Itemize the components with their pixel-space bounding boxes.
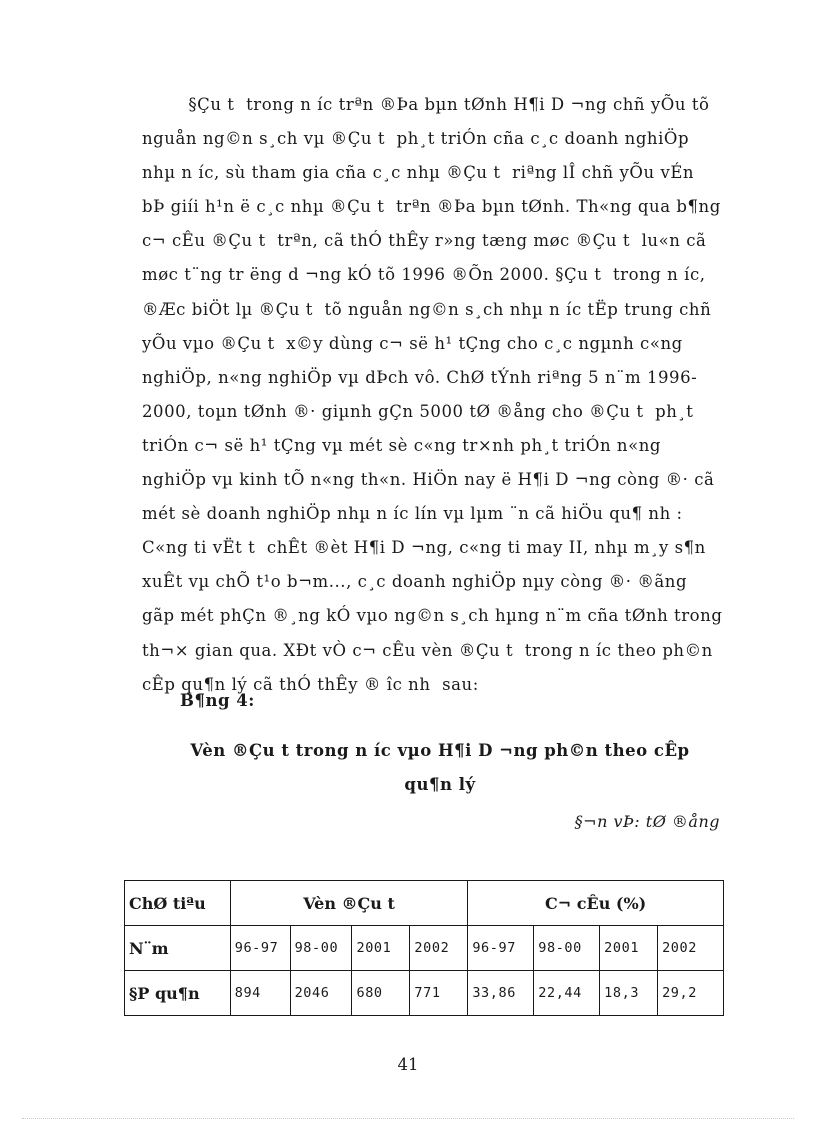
paragraph-line: nghiÖp, n«ng nghiÖp vµ dÞch vô. ChØ tÝnh riªng 5 n¨m 1996- <box>142 367 698 387</box>
paragraph-line: th¬× gian qua. XÐt vÒ c¬ cÊu vèn ®Çu t trong n íc theo ph©n <box>142 640 713 660</box>
paragraph-line: xuÊt vµ chÕ t¹o b¬m..., c¸c doanh nghiÖp nµy còng ®· ®ãng <box>142 572 688 592</box>
paragraph-line: nguån ng©n s¸ch vµ ®Çu t ph¸t triÓn cña c¸c doanh nghiÖp <box>142 129 690 149</box>
table-header-row <box>125 881 724 926</box>
paragraph-line: gãp mét phÇn ®¸ng kÓ vµo ng©n s¸ch hµng n¨m cña tØnh trong <box>142 606 723 626</box>
paragraph-line: nhµ n íc, sù tham gia cña c¸c nhµ ®Çu t riªng lÎ chñ yÕu vÉn <box>142 163 695 183</box>
value-cell: 771 <box>410 971 468 1016</box>
paragraph-line: triÓn c¬ së h¹ tÇng vµ mét sè c«ng tr×nh ph¸t triÓn n«ng <box>142 435 662 455</box>
year-cell: 2002 <box>658 926 724 971</box>
paragraph-line: c¬ cÊu ®Çu t trªn, cã thÓ thÊy r»ng tæng møc ®Çu t lu«n cã <box>142 231 707 251</box>
year-cell: 2001 <box>352 926 410 971</box>
group-header-capital: Vèn ®Çu t <box>230 881 468 926</box>
paragraph-line: møc t¨ng tr ëng d ¬ng kÓ tõ 1996 ®Õn 2000. §Çu t trong n íc, <box>142 265 706 285</box>
value-cell: 680 <box>352 971 410 1016</box>
row-header-cell: N¨m <box>125 926 231 971</box>
table-title-line: Vèn ®Çu t trong n íc vµo H¶i D ¬ng ph©n theo cÊp <box>190 741 690 760</box>
year-cell: 2002 <box>410 926 468 971</box>
value-cell: 2046 <box>290 971 352 1016</box>
page-number: 41 <box>397 1055 419 1074</box>
value-cell: 22,44 <box>534 971 600 1016</box>
value-cell: 33,86 <box>468 971 534 1016</box>
row-header-cell: ChØ tiªu <box>125 881 231 926</box>
year-cell: 98-00 <box>534 926 600 971</box>
table-title-line: qu¶n lý <box>404 775 476 794</box>
table-row <box>125 971 724 1016</box>
year-cell: 96-97 <box>468 926 534 971</box>
paragraph-line: nghiÖp vµ kinh tÕ n«ng th«n. HiÖn nay ë H¶i D ¬ng còng ®· cã <box>142 470 715 490</box>
paragraph-line: C«ng ti vËt t chÊt ®èt H¶i D ¬ng, c«ng ti may II, nhµ m¸y s¶n <box>142 538 706 558</box>
value-cell: 894 <box>230 971 290 1016</box>
year-cell: 96-97 <box>230 926 290 971</box>
year-cell: 98-00 <box>290 926 352 971</box>
paragraph-line: cÊp qu¶n lý cã thÓ thÊy ® îc nh sau: <box>142 674 479 694</box>
paragraph-line: 2000, toµn tØnh ®· giµnh gÇn 5000 tØ ®ång cho ®Çu t ph¸t <box>142 401 694 421</box>
value-cell: 29,2 <box>658 971 724 1016</box>
table-caption: B¶ng 4: <box>180 691 255 710</box>
body-paragraph <box>142 88 722 702</box>
page-bottom-divider <box>22 1118 794 1119</box>
paragraph-line: yÕu vµo ®Çu t x©y dùng c¬ së h¹ tÇng cho c¸c ngµnh c«ng <box>142 333 683 353</box>
year-cell: 2001 <box>600 926 658 971</box>
unit-note: §¬n vÞ: tØ ®ång <box>574 812 720 831</box>
paragraph-line: bÞ giíi h¹n ë c¸c nhµ ®Çu t trªn ®Þa bµn tØnh. Th«ng qua b¶ng <box>142 197 721 217</box>
paragraph-line: mét sè doanh nghiÖp nhµ n íc lín vµ lµm ¨n cã hiÖu qu¶ nh : <box>142 504 683 524</box>
row-label-cell: §P qu¶n <box>125 971 231 1016</box>
group-header-structure: C¬ cÊu (%) <box>468 881 724 926</box>
table-title <box>150 734 730 802</box>
paragraph-line: §Çu t trong n íc trªn ®Þa bµn tØnh H¶i D ¬ng chñ yÕu tõ <box>142 95 710 114</box>
value-cell: 18,3 <box>600 971 658 1016</box>
data-table <box>124 880 724 1016</box>
table-year-row <box>125 926 724 971</box>
paragraph-line: ®Æc biÖt lµ ®Çu t tõ nguån ng©n s¸ch nhµ n íc tËp trung chñ <box>142 299 712 319</box>
